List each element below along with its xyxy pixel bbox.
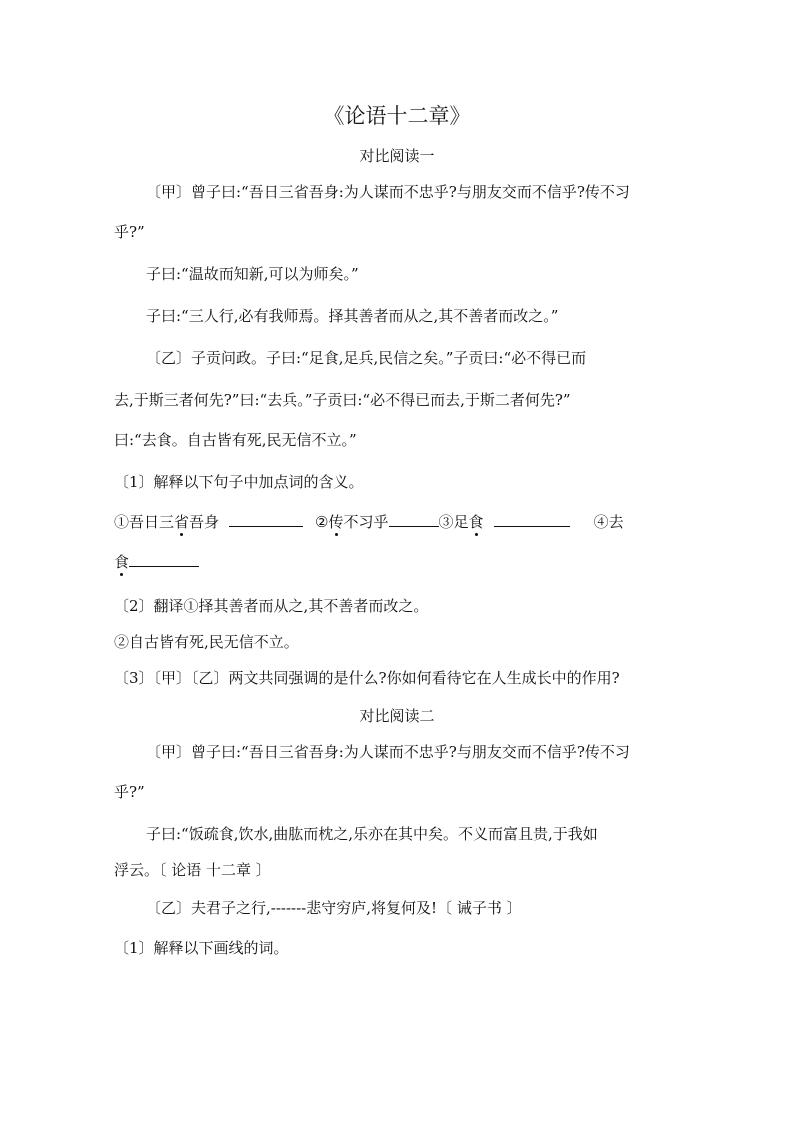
page-title: 《论语十二章》 [323, 104, 471, 128]
section1-passage-yi-line1: 〔乙〕子贡问政。子曰:“足食,足兵,民信之矣。”子贡曰:“必不得已而 [146, 349, 587, 367]
item1-answer-blank[interactable] [229, 512, 303, 527]
section1-passage-jia-line1: 〔甲〕曾子曰:“吾日三省吾身:为人谋而不忠乎?与朋友交而不信乎?传不习 [146, 183, 630, 201]
section1-quote-wengu: 子曰:“温故而知新,可以为师矣。” [146, 265, 359, 283]
section2-passage-yi: 〔乙〕夫君子之行,-------悲守穷庐,将复何及!〔 诫子书 〕 [146, 899, 522, 917]
item3-dotted-word: 食 [468, 513, 484, 531]
section1-heading: 对比阅读一 [359, 147, 435, 165]
item1-dotted-word: 省 [174, 513, 190, 531]
section2-passage-jia-line2: 乎?” [114, 783, 145, 801]
section1-passage-jia-line2: 乎?” [114, 223, 145, 241]
question1-items-cont [114, 552, 694, 572]
item1-prefix: ①吾日三 [114, 513, 175, 531]
item4-answer-blank[interactable] [129, 552, 199, 567]
section1-passage-yi-line3: 曰:“去食。自古皆有死,民无信不立。” [114, 431, 357, 449]
section1-question2: 〔2〕翻译①择其善者而从之,其不善者而改之。 [114, 597, 429, 615]
section2-passage-jia-line1: 〔甲〕曾子曰:“吾日三省吾身:为人谋而不忠乎?与朋友交而不信乎?传不习 [146, 743, 630, 761]
item2-answer-blank[interactable] [389, 512, 439, 527]
section1-passage-yi-line2: 去,于斯三者何先?”曰:“去兵。”子贡曰:“必不得已而去,于斯二者何先?” [114, 391, 571, 409]
section1-quote-sanren: 子曰:“三人行,必有我师焉。择其善者而从之,其不善者而改之。” [146, 307, 559, 325]
section1-question2-part2: ②自古皆有死,民无信不立。 [114, 633, 299, 651]
item3-answer-blank[interactable] [494, 512, 570, 527]
section2-heading: 对比阅读二 [359, 707, 435, 725]
question1-items [114, 512, 694, 532]
section2-question1: 〔1〕解释以下画线的词。 [114, 939, 289, 957]
section1-question1: 〔1〕解释以下句子中加点词的含义。 [114, 473, 364, 491]
section1-question3: 〔3〕〔甲〕〔乙〕两文共同强调的是什么?你如何看待它在人生成长中的作用? [114, 669, 620, 687]
section2-quote-fanshu-line2: 浮云。〔 论语 十二章 〕 [114, 861, 271, 879]
section2-quote-fanshu-line1: 子曰:“饭疏食,饮水,曲肱而枕之,乐亦在其中矣。不义而富且贵,于我如 [146, 825, 598, 843]
item4-prefix: ④去 [593, 513, 624, 531]
item4-dotted-word: 食 [114, 553, 130, 571]
item3-prefix: ③足 [438, 513, 469, 531]
item2-suffix: 不习乎 [343, 513, 389, 531]
item2-dotted-word: 传 [328, 513, 344, 531]
item2-prefix: ② [315, 513, 329, 531]
item1-suffix: 吾身 [189, 513, 220, 531]
